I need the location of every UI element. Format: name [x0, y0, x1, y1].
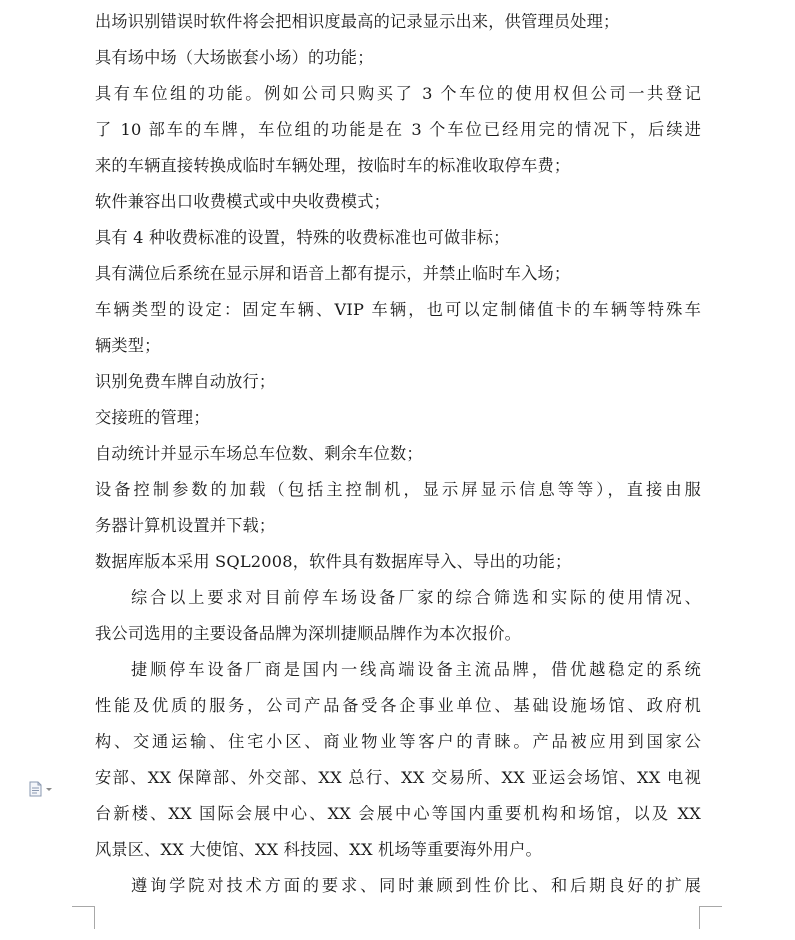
- text-line: 自动统计并显示车场总车位数、剩余车位数；: [95, 444, 423, 463]
- text-line: 出场识别错误时软件将会把相识度最高的记录显示出来，供管理员处理；: [95, 12, 620, 31]
- text-line: 来的车辆直接转换成临时车辆处理，按临时车的标准收取停车费；: [95, 156, 571, 175]
- text-line: 设备控制参数的加载（包括主控制机，显示屏显示信息等等），直接由服: [95, 480, 701, 499]
- text-line: 识别免费车牌自动放行；: [95, 372, 276, 391]
- text-line: 构、交通运输、住宅小区、商业物业等客户的青睐。产品被应用到国家公: [95, 732, 701, 751]
- text-line: 综合以上要求对目前停车场设备厂家的综合筛选和实际的使用情况、: [131, 588, 701, 607]
- text-line: 性能及优质的服务，公司产品备受各企事业单位、基础设施场馆、政府机: [95, 696, 701, 715]
- page-margin-corner-left: [72, 906, 95, 929]
- text-line: 交接班的管理；: [95, 408, 210, 427]
- text-line: 车辆类型的设定：固定车辆、VIP 车辆，也可以定制储值卡的车辆等特殊车: [95, 300, 701, 319]
- text-line: 我公司选用的主要设备品牌为深圳捷顺品牌作为本次报价。: [95, 624, 522, 643]
- text-line: 安部、XX 保障部、外交部、XX 总行、XX 交易所、XX 亚运会场馆、XX 电视: [95, 768, 701, 787]
- text-line: 了 10 部车的车牌，车位组的功能是在 3 个车位已经用完的情况下，后续进: [95, 120, 701, 139]
- document-paragraph-icon[interactable]: [28, 780, 56, 798]
- text-line: 具有车位组的功能。例如公司只购买了 3 个车位的使用权但公司一共登记: [95, 84, 701, 103]
- text-line: 遵询学院对技术方面的要求、同时兼顾到性价比、和后期良好的扩展: [131, 876, 701, 895]
- text-line: 具有满位后系统在显示屏和语音上都有提示，并禁止临时车入场；: [95, 264, 571, 283]
- text-line: 软件兼容出口收费模式或中央收费模式；: [95, 192, 390, 211]
- text-line: 辆类型；: [95, 336, 161, 355]
- text-line: 务器计算机设置并下载；: [95, 516, 276, 535]
- text-line: 台新楼、XX 国际会展中心、XX 会展中心等国内重要机构和场馆，以及 XX: [95, 804, 701, 823]
- text-line: 风景区、XX 大使馆、XX 科技园、XX 机场等重要海外用户。: [95, 840, 542, 859]
- page-margin-corner-right: [699, 906, 722, 929]
- text-line: 数据库版本采用 SQL2008，软件具有数据库导入、导出的功能；: [95, 552, 572, 571]
- text-line: 捷顺停车设备厂商是国内一线高端设备主流品牌，借优越稳定的系统: [131, 660, 701, 679]
- text-line: 具有 4 种收费标准的设置，特殊的收费标准也可做非标；: [95, 228, 510, 247]
- text-line: 具有场中场（大场嵌套小场）的功能；: [95, 48, 374, 67]
